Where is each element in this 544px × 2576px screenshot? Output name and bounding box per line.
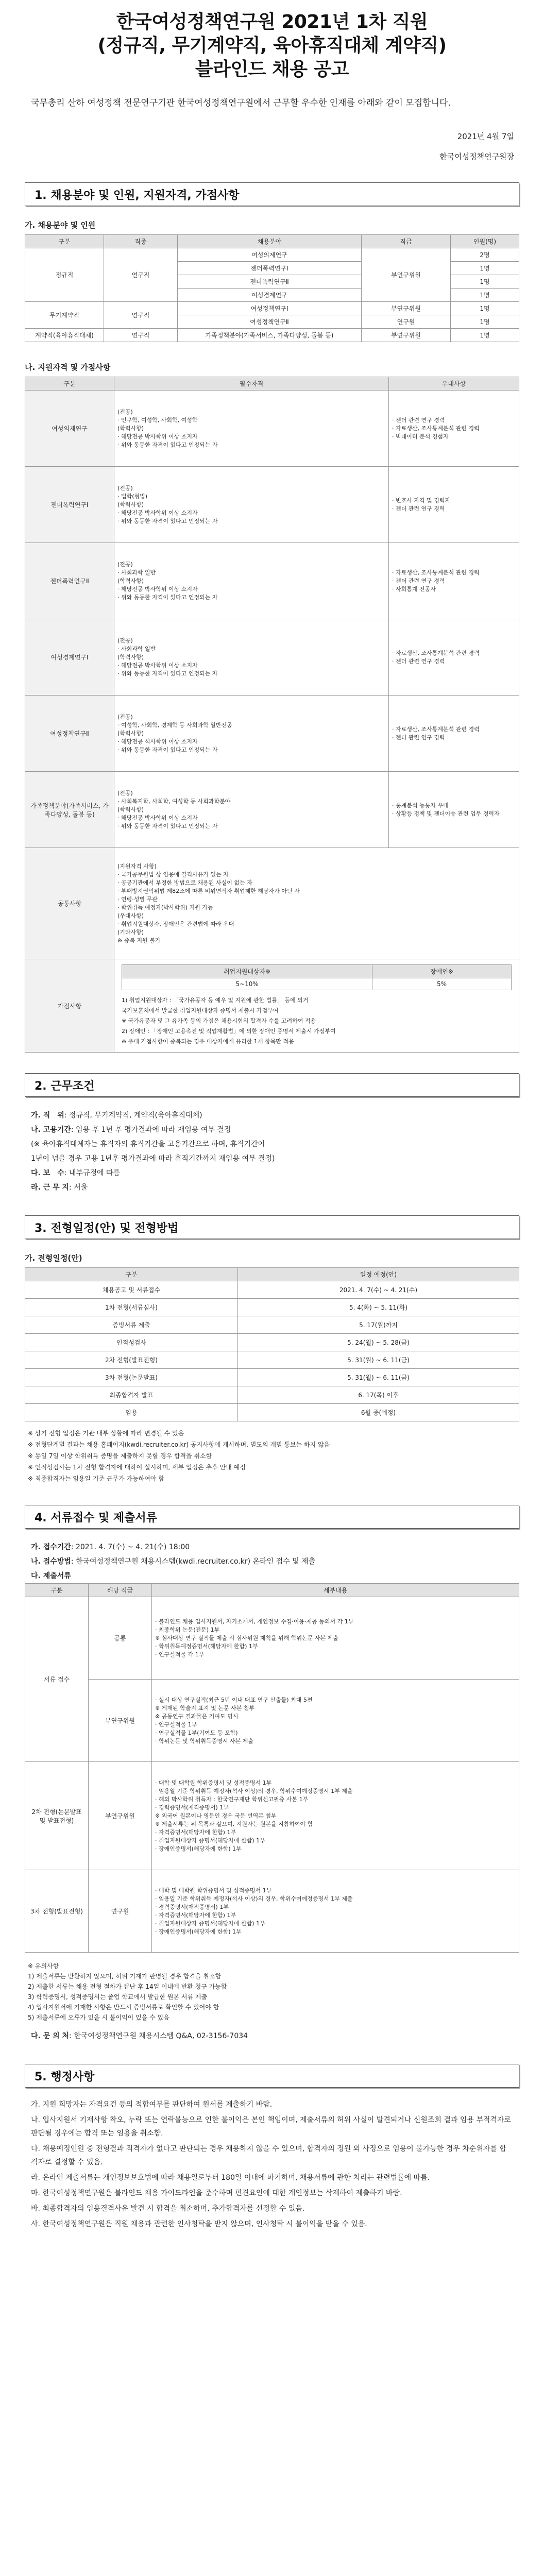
admin-item: 다. 채용예정인원 중 전형결과 적격자가 없다고 판단되는 경우 채용하지 않을 수 있으며, 합격자의 정원 외 사정으로 임용이 불가능한 경우 차순위자를 합격자로 결정할 수 있음.	[31, 2145, 506, 2166]
schedule-date: 5. 17(월)까지	[238, 1316, 519, 1334]
docs-col-detail: 세부내용	[152, 1584, 519, 1597]
qualification-preferred: · 통계분석 능통자 우대 · 상황등 정책 및 젠더이슈 관련 업무 경력자	[389, 772, 519, 848]
recruit-cell: 1명	[451, 289, 519, 302]
documents-table	[25, 1583, 519, 1953]
documents-group: 서류 접수	[25, 1597, 89, 1762]
method-value: : 한국여성정책연구원 채용시스템(kwdi.recruiter.co.kr) 온라인 접수 및 제출	[71, 1557, 316, 1566]
docs-notes: ※ 유의사항 1) 제출서류는 반환하지 않으며, 허위 기재가 판명될 경우 합격을 취소함 2) 제출한 서류는 채용 전형 절차가 끝난 후 14일 이내에 반환 청구 가능함 3) 학력증명서, 성적증명서는 졸업 학교에서 발급한 원본 서류 제출 4) 입사지원서에 기재한 사항은 반드시 증빙서류로 확인할 수 있어야 함 5) 제출서류에 오류가 있을 시 불이익이 있을 수 있음	[28, 1962, 227, 2021]
condition-row	[31, 1166, 513, 1180]
schedule-note: ※ 동일 7일 이상 학위취득 증명을 제출하지 못할 경우 합격을 취소함	[28, 1452, 212, 1460]
bonus-cell	[114, 959, 519, 1053]
documents-row	[25, 1870, 519, 1953]
application-info	[0, 1540, 544, 1583]
qualification-required: (전공) · 인구학, 여성학, 사회학, 여성학 (학력사항) · 해당전공 박사학위 이상 소지자 · 위와 동등한 자격이 있다고 인정되는 자	[114, 391, 389, 467]
recruit-cell: 연구원	[362, 315, 451, 329]
condition-row	[31, 1108, 513, 1123]
schedule-row	[25, 1334, 519, 1351]
docs-col-grade: 해당 직급	[89, 1584, 152, 1597]
common-text: (지원자격 사항) · 국가공무원법 상 임용에 결격사유가 없는 자 · 공공기관에서 부정한 방법으로 채용된 사실이 없는 자 · 부패방지권익위법 제82조에 따른 비위면직자 취업제한 해당자가 아닌 자 · 연령·성별 무관 · 학위취득 예정자(박사학위) 지원 가능 (우대사항) · 취업지원대상자, 장애인은 관련법에 따라 우대 (기타사항) ※ 중복 지원 불가	[114, 848, 519, 959]
documents-detail: · 대학 및 대학원 학위증명서 및 성적증명서 1부 · 임용일 기준 학위취득 예정자(석사 이상)의 경우, 학위수여예정증명서 1부 제출 · 해외 박사학위 취득자 : 한국연구재단 학위신고필증 사본 1부 · 경력증명서(재직증명서) 1부 ※ 외국어 원본이나 영문인 경우 국문 번역본 첨부 ※ 제출서류는 위 목록과 같으며, 지원자는 원본을 지참하여야 함 · 자격증명서(해당자에 한함) 1부 · 취업지원대상자 증명서(해당자에 한함) 1부 · 장애인증명서(해당자에 한함) 1부	[152, 1762, 519, 1870]
schedule-step: 인적성검사	[25, 1334, 238, 1351]
qualification-name: 젠더폭력연구Ⅱ	[25, 543, 114, 619]
schedule-col-date: 일정 예정(안)	[238, 1268, 519, 1281]
schedule-date: 5. 31(월) ~ 6. 11(금)	[238, 1369, 519, 1386]
qualification-name: 여성정책연구Ⅱ	[25, 696, 114, 772]
documents-grade: 연구원	[89, 1870, 152, 1953]
recruitment-table	[25, 234, 519, 342]
recruit-cell: 가족정책분야(가족서비스, 가족다양성, 돌봄 등)	[178, 329, 362, 342]
bonus-row	[25, 959, 519, 1053]
qualification-row	[25, 467, 519, 543]
schedule-note: ※ 상기 전형 일정은 기관 내부 상황에 따라 변경될 수 있음	[28, 1430, 184, 1437]
documents-detail: · 블라인드 채용 입사지원서, 자기소개서, 개인정보 수집·이용·제공 동의서 각 1부 · 최종학위 논문(전문) 1부 ※ 심사대상 연구 실적물 제출 시 심사위원 제척을 위해 학위논문 사본 제출 · 학위취득예정증명서(해당자에 한함) 1부 · 연구실적물 각 1부	[152, 1597, 519, 1680]
documents-grade: 공통	[89, 1597, 152, 1680]
qualification-row	[25, 391, 519, 467]
col-field: 채용분야	[178, 235, 362, 248]
recruit-row	[25, 248, 519, 262]
schedule-step: 임용	[25, 1404, 238, 1421]
schedule-row	[25, 1369, 519, 1386]
recruit-cell: 여성정책연구Ⅱ	[178, 315, 362, 329]
announcement-date: 2021년 4월 7일	[457, 132, 514, 141]
qualification-preferred: · 자료생산, 조사통계분석 관련 경력 · 젠더 관련 연구 경력	[389, 619, 519, 696]
qualification-name: 젠더폭력연구Ⅰ	[25, 467, 114, 543]
header	[0, 0, 544, 81]
documents-grade: 부연구위원	[89, 1680, 152, 1762]
recruit-cell: 1명	[451, 302, 519, 315]
qualification-required: (전공) · 여성학, 사회학, 경제학 등 사회과학 일반전공 (학력사항) · 해당전공 석사학위 이상 소지자 · 위와 동등한 자격이 있다고 인정되는 자	[114, 696, 389, 772]
condition-label: 라. 근 무 지	[31, 1183, 70, 1192]
col-type: 구분	[25, 235, 104, 248]
documents-group: 2차 전형(논문발표 및 발표전형)	[25, 1762, 89, 1870]
col-category: 구분	[25, 377, 114, 391]
schedule-row	[25, 1299, 519, 1316]
recruit-row	[25, 329, 519, 342]
section-2-title: 2. 근무조건	[25, 1073, 519, 1097]
recruit-cell: 1명	[451, 315, 519, 329]
bonus-value-1: 5~10%	[122, 978, 372, 990]
qualification-table	[25, 377, 519, 1053]
schedule-step: 채용공고 및 서류접수	[25, 1281, 238, 1299]
bonus-notes: 1) 취업지원대상자 : 「국가유공자 등 예우 및 지원에 관한 법률」 등에 의거 국가보훈처에서 발급한 취업지원대상자 증명서 제출시 가점부여 ※ 국가유공자 및 그 유가족 등의 가점은 채용시험의 합격자 수를 고려하여 적용 2) 장애인 : 「장애인 고용촉진 및 직업재활법」에 의한 장애인 증명서 제출시 가점부여 ※ 우대 가점사항이 중복되는 경우 대상자에게 유리한 1개 항목만 적용	[122, 997, 336, 1045]
condition-label: 나. 고용기간	[31, 1126, 71, 1134]
schedule-row	[25, 1351, 519, 1369]
bonus-header-1: 취업지원대상자※	[122, 965, 372, 978]
recruit-cell: 연구직	[104, 329, 178, 342]
schedule-date: 5. 24(월) ~ 5. 28(금)	[238, 1334, 519, 1351]
col-grade: 직급	[362, 235, 451, 248]
schedule-step: 1차 전형(서류심사)	[25, 1299, 238, 1316]
s1-a-title: 가. 채용분야 및 인원	[25, 221, 96, 230]
bonus-table	[122, 964, 512, 990]
qualification-preferred: · 젠더 관련 연구 경력 · 자료생산, 조사통계분석 관련 경력 · 빅데이터 분석 경험자	[389, 391, 519, 467]
documents-row	[25, 1597, 519, 1680]
recruit-cell: 젠더폭력연구Ⅱ	[178, 275, 362, 289]
qualification-row	[25, 772, 519, 848]
col-count: 인원(명)	[451, 235, 519, 248]
qualification-preferred: · 자료생산, 조사통계분석 관련 경력 · 젠더 관련 연구 경력 · 사회통계 전공자	[389, 543, 519, 619]
admin-item: 바. 최종합격자의 임용결격사유 발견 시 합격을 취소하며, 추가합격자를 선정할 수 있음.	[31, 2205, 305, 2213]
contact-value: : 한국여성정책연구원 채용시스템 Q&A, 02-3156-7034	[69, 2032, 248, 2040]
recruit-cell: 젠더폭력연구Ⅰ	[178, 262, 362, 275]
admin-item: 사. 한국여성정책연구원은 직원 채용과 관련한 인사청탁을 받지 않으며, 인사청탁 시 불이익을 받을 수 있음.	[31, 2220, 367, 2228]
schedule-row	[25, 1386, 519, 1404]
admin-items	[0, 2098, 544, 2231]
schedule-note: ※ 전형단계별 결과는 채용 홈페이지(kwdi.recruiter.co.kr) 공지사항에 게시하며, 별도의 개별 통보는 하지 않음	[28, 1441, 330, 1448]
recruit-cell: 여성의제연구	[178, 248, 362, 262]
title-line-3: 블라인드 채용 공고	[195, 59, 349, 80]
bonus-label: 가점사항	[25, 959, 114, 1053]
recruit-cell: 1명	[451, 329, 519, 342]
recruit-cell: 부연구위원	[362, 248, 451, 302]
schedule-step: 증빙서류 제출	[25, 1316, 238, 1334]
bonus-value-2: 5%	[372, 978, 512, 990]
qualification-name: 가족정책분야(가족서비스, 가족다양성, 돌봄 등)	[25, 772, 114, 848]
documents-row	[25, 1762, 519, 1870]
recruit-cell: 1명	[451, 262, 519, 275]
documents-group: 3차 전형(발표전형)	[25, 1870, 89, 1953]
condition-text: : 서울	[69, 1183, 88, 1192]
title-line-1: 한국여성정책연구원 2021년 1차 직원	[116, 11, 428, 32]
condition-row	[31, 1123, 513, 1166]
schedule-row	[25, 1281, 519, 1299]
schedule-row	[25, 1316, 519, 1334]
documents-detail: · 실시 대상 연구실적(최근 5년 이내 대표 연구 산출물) 최대 5편 ※ 게재된 학술지 표지 및 논문 사본 첨부 ※ 공동연구 결과물은 기여도 명시 · 연구실적물 1부 · 연구실적물 1부(기여도 등 포함) · 학위논문 및 학위취득증명서 사본 제출	[152, 1680, 519, 1762]
schedule-step: 최종합격자 발표	[25, 1386, 238, 1404]
qualification-row	[25, 619, 519, 696]
qualification-name: 여성의제연구	[25, 391, 114, 467]
qualification-row	[25, 543, 519, 619]
schedule-step: 3차 전형(논문발표)	[25, 1369, 238, 1386]
admin-item: 나. 입사지원서 기재사항 착오, 누락 또는 연락불능으로 인한 불이익은 본인 책임이며, 제출서류의 허위 사실이 발견되거나 신원조회 결과 임용 부적격자로 판단될 경우에는 합격 또는 임용을 취소함.	[31, 2116, 511, 2138]
organization-name: 한국여성정책연구원장	[439, 152, 514, 161]
recruit-cell: 무기계약직	[25, 302, 104, 329]
contact-label: 다. 문 의 처	[31, 2032, 70, 2040]
schedule-col-step: 구분	[25, 1268, 238, 1281]
documents-row	[25, 1680, 519, 1762]
period-value: : 2021. 4. 7(수) ~ 4. 21(수) 18:00	[71, 1543, 190, 1551]
section-5-title: 5. 행정사항	[25, 2064, 519, 2088]
section-3-title: 3. 전형일정(안) 및 전형방법	[25, 1215, 519, 1239]
schedule-date: 6. 17(목) 이후	[238, 1386, 519, 1404]
schedule-notes	[0, 1428, 544, 1484]
docs-col-type: 구분	[25, 1584, 89, 1597]
bonus-header-2: 장애인※	[372, 965, 512, 978]
schedule-date: 2021. 4. 7(수) ~ 4. 21(수)	[238, 1281, 519, 1299]
qualification-required: (전공) · 사회과학 일반 (학력사항) · 해당전공 박사학위 이상 소지자 · 위와 동등한 자격이 있다고 인정되는 자	[114, 619, 389, 696]
condition-text: : 정규직, 무기계약직, 계약직(육아휴직대체)	[64, 1111, 202, 1120]
common-label: 공통사항	[25, 848, 114, 959]
title-line-2: (정규직, 무기계약직, 육아휴직대체 계약직)	[97, 35, 447, 56]
common-row	[25, 848, 519, 959]
admin-item: 가. 지원 희망자는 자격요건 등의 적합여부를 판단하여 원서를 제출하기 바람.	[31, 2100, 273, 2109]
condition-text: : 내부규정에 따름	[64, 1169, 121, 1177]
documents-grade: 부연구위원	[89, 1762, 152, 1870]
col-preferred: 우대사항	[389, 377, 519, 391]
recruit-cell: 부연구위원	[362, 329, 451, 342]
admin-item: 라. 온라인 제출서류는 개인정보보호법에 따라 채용일로부터 180일 이내에 파기하며, 채용서류에 관한 처리는 관련법률에 따름.	[31, 2174, 430, 2182]
docs-title: 다. 제출서류	[31, 1572, 71, 1580]
recruit-cell: 연구직	[104, 302, 178, 329]
schedule-table	[25, 1267, 519, 1421]
schedule-row	[25, 1404, 519, 1421]
qualification-preferred: · 변호사 자격 및 경력자 · 젠더 관련 연구 경력	[389, 467, 519, 543]
schedule-step: 2차 전형(발표전형)	[25, 1351, 238, 1369]
s3-a-title: 가. 전형일정(안)	[25, 1253, 82, 1263]
admin-item: 마. 한국여성정책연구원은 블라인드 채용 가이드라인을 준수하며 편견요인에 대한 개인정보는 삭제하여 제출하기 바람.	[31, 2189, 402, 2197]
schedule-note: ※ 인적성검사는 1차 전형 합격자에 대하여 실시하며, 세부 일정은 추후 안내 예정	[28, 1464, 246, 1471]
condition-label: 다. 보 수	[31, 1169, 64, 1177]
recruit-cell: 1명	[451, 275, 519, 289]
recruit-cell: 여성정책연구Ⅰ	[178, 302, 362, 315]
schedule-date: 5. 31(월) ~ 6. 11(금)	[238, 1351, 519, 1369]
qualification-required: (전공) · 사회과학 일반 (학력사항) · 해당전공 박사학위 이상 소지자 · 위와 동등한 자격이 있다고 인정되는 자	[114, 543, 389, 619]
qualification-row	[25, 696, 519, 772]
qualification-name: 여성경제연구Ⅰ	[25, 619, 114, 696]
col-job: 직종	[104, 235, 178, 248]
s1-b-title: 나. 지원자격 및 가점사항	[25, 363, 111, 372]
recruit-cell: 2명	[451, 248, 519, 262]
work-conditions	[0, 1108, 544, 1195]
recruit-cell: 계약직(육아휴직대체)	[25, 329, 104, 342]
schedule-date: 5. 4(화) ~ 5. 11(화)	[238, 1299, 519, 1316]
condition-text: : 임용 후 1년 후 평가결과에 따라 재임용 여부 결정 (※ 육아휴직대체자는 휴직자의 휴직기간을 고용기간으로 하며, 휴직기간이 1년이 넘을 경우 고용 1년후 평가결과에 따라 휴직기간까지 재임용 여부 결정)	[31, 1126, 275, 1163]
section-1-title: 1. 채용분야 및 인원, 지원자격, 가점사항	[25, 182, 519, 206]
documents-detail: · 대학 및 대학원 학위증명서 및 성적증명서 1부 · 임용일 기준 학위취득 예정자(석사 이상)의 경우, 학위수여예정증명서 1부 제출 · 경력증명서(재직증명서) 1부 · 자격증명서(해당자에 한함) 1부 · 취업지원대상자 증명서(해당자에 한함) 1부 · 장애인증명서(해당자에 한함) 1부	[152, 1870, 519, 1953]
qualification-required: (전공) · 법학(형법) (학력사항) · 해당전공 박사학위 이상 소지자 · 위와 동등한 자격이 있다고 인정되는 자	[114, 467, 389, 543]
schedule-note: ※ 최종합격자는 임용일 기준 근무가 가능하여야 함	[28, 1475, 164, 1482]
condition-row	[31, 1180, 513, 1195]
recruit-cell: 여성경제연구	[178, 289, 362, 302]
section-4-title: 4. 서류접수 및 제출서류	[25, 1505, 519, 1529]
col-required: 필수자격	[114, 377, 389, 391]
qualification-required: (전공) · 사회복지학, 사회학, 여성학 등 사회과학분야 (학력사항) · 해당전공 박사학위 이상 소지자 · 위와 동등한 자격이 있다고 인정되는 자	[114, 772, 389, 848]
recruit-cell: 연구직	[104, 248, 178, 302]
recruit-cell: 정규직	[25, 248, 104, 302]
qualification-preferred: · 자료생산, 조사통계분석 관련 경력 · 젠더 관련 연구 경력	[389, 696, 519, 772]
intro-text: 국무총리 산하 여성정책 전문연구기관 한국여성정책연구원에서 근무할 우수한 인재를 아래와 같이 모집합니다.	[31, 98, 451, 108]
method-label: 나. 접수방법	[31, 1557, 71, 1566]
recruit-row	[25, 302, 519, 315]
condition-label: 가. 직 위	[31, 1111, 64, 1120]
period-label: 가. 접수기간	[31, 1543, 71, 1551]
schedule-date: 6월 중(예정)	[238, 1404, 519, 1421]
recruit-cell: 부연구위원	[362, 302, 451, 315]
